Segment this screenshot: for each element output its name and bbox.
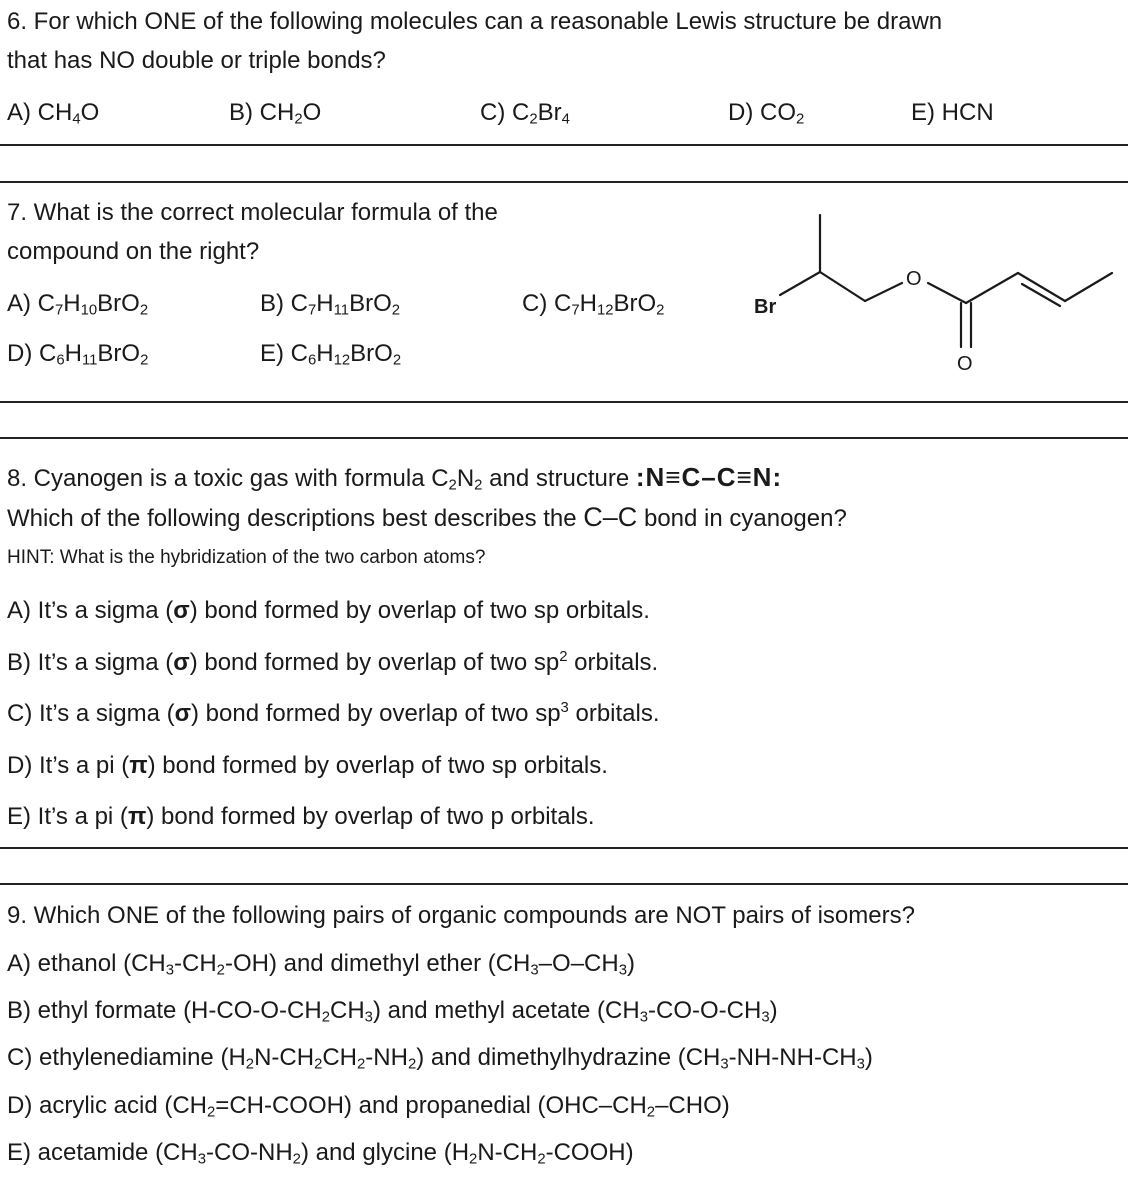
- q8-question-line2: Which of the following descriptions best describes the C–C bond in cyanogen?: [7, 502, 847, 532]
- q6-option-b[interactable]: B) $CH_2O$: [229, 99, 322, 128]
- q8-option-a[interactable]: A) It’s a sigma (σ) bond formed by overlap of two sp orbitals.: [7, 597, 650, 624]
- bond-o-c: [928, 283, 966, 303]
- bond-c-c: [820, 272, 865, 301]
- q8-option-e[interactable]: E) It’s a pi (π) bond formed by overlap of two p orbitals.: [7, 803, 595, 830]
- q6-option-d[interactable]: D) $CO_2$: [728, 99, 805, 128]
- q9-option-d[interactable]: D) acrylic acid $(CH_2=CH-COOH)$ and propanedial $(OHC-CH_2-CHO)$: [7, 1092, 730, 1121]
- q6-question-line2: that has NO double or triple bonds?: [7, 47, 386, 74]
- ester-oxygen-label: O: [906, 268, 922, 290]
- bond-c-c-alkene: [966, 273, 1018, 303]
- q7-question-line2: compound on the right?: [7, 238, 260, 265]
- q7-question-line1: 7. What is the correct molecular formula of the: [7, 199, 498, 226]
- q6-question-line1: 6. For which ONE of the following molecules can a reasonable Lewis structure be drawn: [7, 8, 943, 35]
- q8-question-line1: 8. Cyanogen is a toxic gas with formula $C_2N_2$ and structure :N≡C–C≡N:: [7, 462, 783, 494]
- divider: [0, 144, 1128, 146]
- q7-option-b[interactable]: B) $C_7H_{11}BrO_2$: [260, 290, 401, 319]
- bond-c-o: [865, 283, 902, 301]
- q9-option-e[interactable]: E) acetamide $(CH_3-CO-NH_2)$ and glycine $(H_2N-CH_2-COOH)$: [7, 1139, 634, 1168]
- q7-skeletal-structure: [740, 205, 1125, 380]
- divider: [0, 883, 1128, 885]
- q8-option-d[interactable]: D) It’s a pi (π) bond formed by overlap of two sp orbitals.: [7, 752, 608, 779]
- q6-option-c[interactable]: C) $C_2Br_4$: [480, 99, 570, 128]
- q7-option-a[interactable]: A) $C_7H_{10}BrO_2$: [7, 290, 149, 319]
- divider: [0, 181, 1128, 183]
- q7-option-d[interactable]: D) $C_6H_{11}BrO_2$: [7, 340, 149, 369]
- bond-terminal: [1065, 273, 1112, 301]
- bromine-label: Br: [754, 296, 777, 318]
- q6-option-e[interactable]: E) HCN: [911, 99, 994, 126]
- divider: [0, 847, 1128, 849]
- carbonyl-oxygen-label: O: [957, 353, 973, 375]
- divider: [0, 437, 1128, 439]
- q8-hint: HINT: What is the hybridization of the two carbon atoms?: [7, 547, 486, 568]
- q9-option-a[interactable]: A) ethanol $(CH_3-CH_2-OH)$ and dimethyl ether $(CH_3-O-CH_3)$: [7, 950, 635, 979]
- bond-br-c: [780, 272, 820, 295]
- q9-question: 9. Which ONE of the following pairs of organic compounds are NOT pairs of isomers?: [7, 902, 915, 929]
- divider: [0, 401, 1128, 403]
- q8-option-b[interactable]: B) It’s a sigma (σ) bond formed by overlap of two $sp^2$ orbitals.: [7, 649, 659, 676]
- cyanogen-structure: :N≡C–C≡N:: [635, 462, 783, 492]
- q8-option-c[interactable]: C) It’s a sigma (σ) bond formed by overlap of two $sp^3$ orbitals.: [7, 700, 660, 727]
- q9-option-b[interactable]: B) ethyl formate $(H-CO-O-CH_2CH_3)$ and methyl acetate $(CH_3-CO-O-CH_3)$: [7, 997, 778, 1026]
- q9-option-c[interactable]: C) ethylenediamine $(H_2N-CH_2CH_2-NH_2)$ and dimethylhydrazine $(CH_3-NH-NH-CH_3)$: [7, 1044, 873, 1073]
- q6-option-a[interactable]: A) $CH_4O$: [7, 99, 100, 128]
- q7-option-c[interactable]: C) $C_7H_{12}BrO_2$: [522, 290, 665, 319]
- q7-option-e[interactable]: E) $C_6H_{12}BrO_2$: [260, 340, 402, 369]
